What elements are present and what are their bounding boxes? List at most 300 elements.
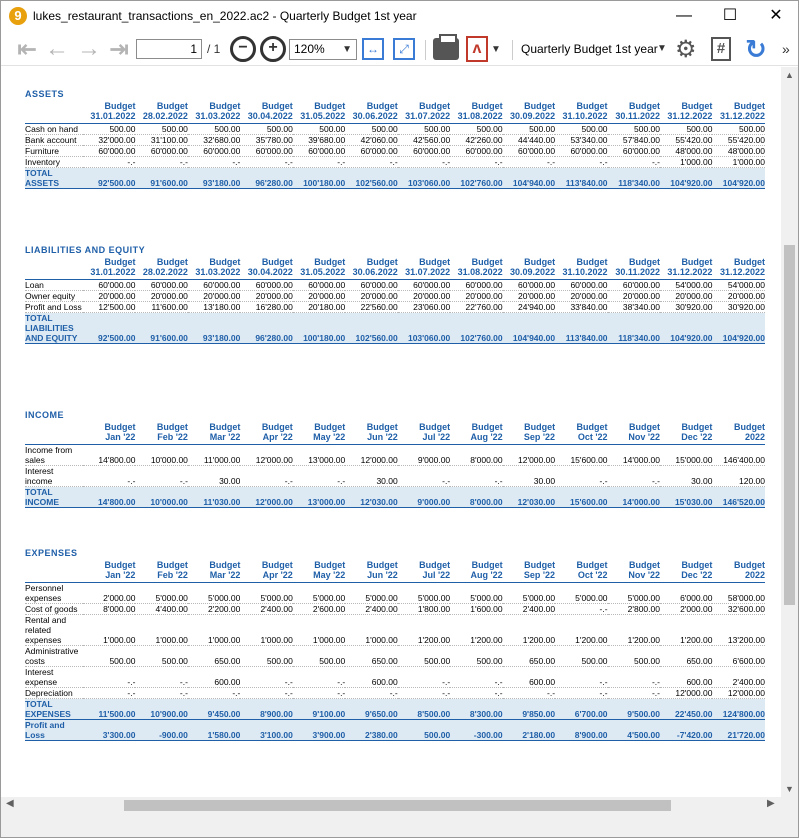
column-header-line1: Budget: [419, 422, 451, 432]
value-cell: 102'760.00: [450, 313, 502, 344]
column-header-line1: Budget: [628, 422, 660, 432]
column-header: [293, 560, 345, 583]
value-cell: 500.00: [712, 124, 765, 135]
column-header-line2: Sep '22: [523, 570, 556, 580]
table-row: [25, 667, 765, 688]
value-cell: 58'000.00: [712, 583, 765, 604]
column-header-line1: Budget: [524, 560, 556, 570]
value-cell: 55'420.00: [660, 135, 712, 146]
section-title: INCOME: [25, 410, 64, 420]
report-selector[interactable]: Quarterly Budget 1st year: [521, 42, 658, 56]
column-header: [712, 560, 765, 583]
column-header: [188, 422, 240, 445]
value-cell: -.-: [555, 604, 607, 615]
value-cell: -.-: [293, 157, 345, 168]
value-cell: -.-: [293, 466, 345, 487]
table-row: [25, 604, 765, 615]
value-cell: 102'560.00: [345, 168, 397, 189]
value-cell: 12'500.00: [83, 302, 135, 313]
value-cell: -.-: [240, 667, 292, 688]
value-cell: 23'060.00: [398, 302, 450, 313]
column-header: [240, 257, 292, 280]
value-cell: 15'600.00: [555, 445, 607, 466]
value-cell: 54'000.00: [660, 280, 712, 291]
value-cell: 30.00: [345, 466, 397, 487]
column-header-line1: Budget: [314, 560, 346, 570]
row-label: Loan: [25, 280, 83, 291]
total-row: [25, 168, 765, 189]
column-header-line1: Budget: [156, 101, 188, 111]
column-header: [345, 422, 397, 445]
column-header-line2: Mar '22: [209, 432, 241, 442]
value-cell: 5'000.00: [503, 583, 555, 604]
column-header-line2: 31.10.2022: [562, 267, 608, 277]
income-section: [25, 410, 765, 508]
value-cell: 1'000.00: [345, 615, 397, 646]
column-header-line2: 31.12.2022: [719, 267, 765, 277]
value-cell: 22'760.00: [450, 302, 502, 313]
section-title: LIABILITIES AND EQUITY: [25, 245, 146, 255]
value-cell: -.-: [83, 688, 135, 699]
page-total-label: / 1: [207, 42, 221, 56]
total-row: [25, 699, 765, 720]
column-header-line2: Mar '22: [209, 570, 241, 580]
column-header-line1: Budget: [576, 257, 608, 267]
value-cell: 500.00: [240, 124, 292, 135]
value-cell: 5'000.00: [135, 583, 187, 604]
pdf-icon: ᴧ: [466, 36, 488, 62]
value-cell: 30.00: [660, 466, 712, 487]
value-cell: 100'180.00: [293, 313, 345, 344]
column-header-line2: Jul '22: [422, 570, 451, 580]
value-cell: 500.00: [83, 124, 135, 135]
value-cell: 60'000.00: [135, 280, 187, 291]
value-cell: 102'760.00: [450, 168, 502, 189]
next-page-icon[interactable]: →: [77, 35, 101, 62]
value-cell: -.-: [398, 688, 450, 699]
zoom-out-button[interactable]: [230, 36, 256, 62]
print-button[interactable]: [433, 36, 459, 62]
value-cell: 60'000.00: [293, 280, 345, 291]
close-button[interactable]: ✕: [769, 7, 783, 24]
row-label: Bank account: [25, 135, 83, 146]
column-header: [503, 560, 555, 583]
value-cell: 118'340.00: [608, 313, 660, 344]
column-header-line2: 31.12.2022: [667, 111, 713, 121]
export-menu-chevron-icon[interactable]: ▼: [491, 43, 501, 55]
page-number-input[interactable]: 1: [136, 39, 202, 59]
value-cell: 6'000.00: [660, 583, 712, 604]
column-header-line1: Budget: [104, 101, 136, 111]
value-cell: 44'440.00: [503, 135, 555, 146]
vertical-scrollbar[interactable]: [781, 67, 798, 797]
value-cell: 500.00: [135, 124, 187, 135]
value-cell: -.-: [450, 466, 502, 487]
value-cell: -.-: [345, 157, 397, 168]
value-cell: 60'000.00: [240, 146, 292, 157]
column-header-line1: Budget: [576, 560, 608, 570]
column-header-line1: Budget: [681, 257, 713, 267]
value-cell: 113'840.00: [555, 313, 607, 344]
value-cell: 30'920.00: [660, 302, 712, 313]
value-cell: 11'000.00: [188, 445, 240, 466]
value-cell: 124'800.00: [712, 699, 765, 720]
column-header-line1: Budget: [734, 257, 765, 267]
value-cell: 60'000.00: [240, 280, 292, 291]
row-label: Cost of goods: [25, 604, 83, 615]
value-cell: 500.00: [450, 646, 502, 667]
value-cell: 9'000.00: [398, 445, 450, 466]
value-cell: 500.00: [83, 646, 135, 667]
column-header-line2: 31.08.2022: [457, 111, 503, 121]
column-header-line2: 31.01.2022: [90, 267, 136, 277]
column-header-line2: Jul '22: [422, 432, 451, 442]
value-cell: 2'200.00: [188, 604, 240, 615]
scroll-right-icon[interactable]: ▶: [767, 798, 775, 809]
table-row: [25, 615, 765, 646]
column-header-line2: Aug '22: [470, 570, 503, 580]
previous-page-icon[interactable]: ←: [45, 35, 69, 62]
row-label: Personnel expenses: [25, 583, 83, 604]
column-header: [660, 422, 712, 445]
value-cell: -.-: [398, 667, 450, 688]
value-cell: -.-: [398, 466, 450, 487]
value-cell: 15'000.00: [660, 445, 712, 466]
column-header-line2: 30.09.2022: [510, 111, 556, 121]
table-row: [25, 302, 765, 313]
maximize-button[interactable]: ☐: [722, 7, 738, 24]
value-cell: -.-: [608, 466, 660, 487]
value-cell: 20'000.00: [240, 291, 292, 302]
value-cell: 32'600.00: [712, 604, 765, 615]
value-cell: 11'600.00: [135, 302, 187, 313]
value-cell: -.-: [555, 157, 607, 168]
row-label: Income from sales: [25, 445, 83, 466]
value-cell: 2'400.00: [345, 604, 397, 615]
column-header-line2: 31.12.2022: [667, 267, 713, 277]
value-cell: 60'000.00: [608, 280, 660, 291]
value-cell: 2'380.00: [345, 720, 397, 741]
value-cell: -.-: [240, 157, 292, 168]
column-header: [83, 101, 135, 124]
window-title: lukes_restaurant_transactions_en_2022.ac2 - Quarterly Budget 1st year: [33, 9, 417, 23]
column-header: [293, 101, 345, 124]
row-label: Rental and related expenses: [25, 615, 83, 646]
banana-app-icon: 9: [9, 7, 27, 25]
column-header: [398, 257, 450, 280]
zoom-select[interactable]: [289, 39, 357, 60]
column-header: [555, 257, 607, 280]
value-cell: 500.00: [660, 124, 712, 135]
value-cell: 60'000.00: [135, 146, 187, 157]
value-cell: 1'000.00: [83, 615, 135, 646]
value-cell: 500.00: [555, 646, 607, 667]
header-cell: [25, 101, 83, 124]
value-cell: 500.00: [240, 646, 292, 667]
chevron-down-icon[interactable]: ▼: [657, 43, 667, 54]
fit-page-button[interactable]: [393, 36, 415, 62]
value-cell: 104'940.00: [503, 168, 555, 189]
row-label: TOTAL LIABILITIES AND EQUITY: [25, 313, 83, 344]
value-cell: -.-: [83, 157, 135, 168]
value-cell: 8'900.00: [240, 699, 292, 720]
value-cell: -300.00: [450, 720, 502, 741]
value-cell: -.-: [83, 466, 135, 487]
value-cell: 2'000.00: [83, 583, 135, 604]
value-cell: 5'000.00: [450, 583, 502, 604]
row-label: TOTAL INCOME: [25, 487, 83, 508]
value-cell: 53'340.00: [555, 135, 607, 146]
value-cell: 1'200.00: [608, 615, 660, 646]
value-cell: 14'800.00: [83, 445, 135, 466]
column-header: [240, 560, 292, 583]
column-header-line2: May '22: [313, 570, 346, 580]
value-cell: 2'400.00: [240, 604, 292, 615]
toolbar: [1, 32, 798, 66]
value-cell: 60'000.00: [398, 146, 450, 157]
value-cell: 31'100.00: [135, 135, 187, 146]
value-cell: 16'280.00: [240, 302, 292, 313]
column-header-line2: 31.03.2022: [195, 267, 241, 277]
column-header-line2: Apr '22: [262, 570, 293, 580]
value-cell: 93'180.00: [188, 313, 240, 344]
value-cell: 5'000.00: [240, 583, 292, 604]
value-cell: 600.00: [345, 667, 397, 688]
column-header-line1: Budget: [471, 422, 503, 432]
value-cell: 100'180.00: [293, 168, 345, 189]
value-cell: 500.00: [398, 646, 450, 667]
value-cell: 20'000.00: [188, 291, 240, 302]
value-cell: 1'000.00: [240, 615, 292, 646]
expenses-table: [25, 560, 765, 741]
column-header-line1: Budget: [734, 422, 765, 432]
refresh-icon[interactable]: ↻: [745, 33, 767, 64]
column-header-line1: Budget: [524, 257, 556, 267]
column-header: [83, 422, 135, 445]
column-header: [135, 560, 187, 583]
value-cell: 38'340.00: [608, 302, 660, 313]
column-header-line1: Budget: [681, 560, 713, 570]
value-cell: 22'450.00: [660, 699, 712, 720]
column-header-line2: 30.06.2022: [352, 111, 398, 121]
value-cell: 102'560.00: [345, 313, 397, 344]
value-cell: 9'850.00: [503, 699, 555, 720]
column-header-line2: May '22: [313, 432, 346, 442]
value-cell: 91'600.00: [135, 313, 187, 344]
value-cell: 30.00: [503, 466, 555, 487]
fit-width-button[interactable]: [362, 36, 384, 62]
value-cell: 1'000.00: [293, 615, 345, 646]
row-label: Profit and Loss: [25, 720, 83, 741]
value-cell: 20'000.00: [555, 291, 607, 302]
value-cell: 5'000.00: [555, 583, 607, 604]
column-header: [188, 257, 240, 280]
income-table: [25, 422, 765, 508]
value-cell: 650.00: [188, 646, 240, 667]
scroll-down-icon[interactable]: ▼: [785, 784, 794, 794]
value-cell: 650.00: [345, 646, 397, 667]
value-cell: 104'920.00: [660, 313, 712, 344]
value-cell: 20'000.00: [712, 291, 765, 302]
header-row: [25, 257, 765, 280]
value-cell: 1'200.00: [503, 615, 555, 646]
value-cell: 8'000.00: [83, 604, 135, 615]
value-cell: 39'680.00: [293, 135, 345, 146]
table-row: [25, 157, 765, 168]
toolbar-separator: [512, 40, 513, 60]
value-cell: -.-: [293, 667, 345, 688]
value-cell: 96'280.00: [240, 168, 292, 189]
horizontal-scrollbar[interactable]: [1, 797, 781, 814]
column-header-line2: 30.11.2022: [615, 111, 660, 121]
column-header-line2: Apr '22: [262, 432, 293, 442]
scrollbar-corner: [781, 797, 798, 814]
row-label: TOTAL EXPENSES: [25, 699, 83, 720]
liabilities-section: [25, 245, 765, 344]
column-header-line1: Budget: [104, 422, 136, 432]
column-header: [660, 101, 712, 124]
value-cell: 54'000.00: [712, 280, 765, 291]
column-header-line2: 31.10.2022: [562, 111, 608, 121]
column-header: [503, 101, 555, 124]
value-cell: 5'000.00: [345, 583, 397, 604]
value-cell: 103'060.00: [398, 168, 450, 189]
value-cell: 4'500.00: [608, 720, 660, 741]
value-cell: 600.00: [188, 667, 240, 688]
value-cell: -7'420.00: [660, 720, 712, 741]
column-header: [608, 257, 660, 280]
value-cell: 500.00: [398, 124, 450, 135]
value-cell: 120.00: [712, 466, 765, 487]
expenses-section: [25, 548, 765, 741]
column-header-line1: Budget: [576, 101, 608, 111]
column-header: [398, 422, 450, 445]
column-header-line1: Budget: [524, 101, 556, 111]
column-header: [188, 101, 240, 124]
value-cell: 1'000.00: [135, 615, 187, 646]
column-header-line1: Budget: [471, 101, 503, 111]
vertical-scroll-thumb[interactable]: [784, 245, 795, 605]
table-row: [25, 146, 765, 157]
column-header-line2: 2022: [744, 432, 765, 442]
value-cell: 12'030.00: [345, 487, 397, 508]
header-row: [25, 422, 765, 445]
value-cell: 32'000.00: [83, 135, 135, 146]
fit-page-icon: ⤢: [393, 38, 415, 60]
minimize-button[interactable]: —: [676, 7, 692, 24]
settings-number-button[interactable]: [711, 36, 731, 62]
fit-width-icon: ↔: [362, 38, 384, 60]
value-cell: 1'200.00: [398, 615, 450, 646]
value-cell: 2'400.00: [712, 667, 765, 688]
last-page-icon[interactable]: ⇥: [108, 35, 130, 63]
column-header: [345, 257, 397, 280]
value-cell: 12'030.00: [503, 487, 555, 508]
value-cell: 13'200.00: [712, 615, 765, 646]
toolbar-overflow-button[interactable]: »: [782, 41, 790, 57]
column-header-line1: Budget: [156, 257, 188, 267]
column-header-line2: 31.08.2022: [457, 267, 503, 277]
scroll-up-icon[interactable]: ▲: [785, 70, 794, 80]
value-cell: -.-: [293, 688, 345, 699]
value-cell: 500.00: [608, 124, 660, 135]
column-header: [712, 422, 765, 445]
table-row: [25, 135, 765, 146]
value-cell: 9'500.00: [608, 699, 660, 720]
first-page-icon[interactable]: ⇤: [16, 35, 38, 63]
value-cell: 48'000.00: [712, 146, 765, 157]
value-cell: 13'000.00: [293, 445, 345, 466]
value-cell: 12'000.00: [345, 445, 397, 466]
value-cell: 146'520.00: [712, 487, 765, 508]
column-header-line1: Budget: [734, 101, 765, 111]
header-cell: [25, 560, 83, 583]
value-cell: 500.00: [555, 124, 607, 135]
value-cell: 500.00: [398, 720, 450, 741]
value-cell: 30.00: [188, 466, 240, 487]
value-cell: 1'200.00: [555, 615, 607, 646]
value-cell: -.-: [503, 157, 555, 168]
column-header: [555, 560, 607, 583]
value-cell: 20'000.00: [293, 291, 345, 302]
value-cell: -.-: [503, 688, 555, 699]
column-header-line2: Nov '22: [628, 570, 660, 580]
value-cell: 60'000.00: [398, 280, 450, 291]
liabilities-table: [25, 257, 765, 344]
value-cell: 3'300.00: [83, 720, 135, 741]
column-header: [135, 257, 187, 280]
value-cell: 12'000.00: [240, 445, 292, 466]
value-cell: 500.00: [503, 124, 555, 135]
value-cell: 92'500.00: [83, 168, 135, 189]
value-cell: 1'800.00: [398, 604, 450, 615]
row-label: Inventory: [25, 157, 83, 168]
value-cell: 14'000.00: [608, 445, 660, 466]
value-cell: 4'400.00: [135, 604, 187, 615]
toolbar-separator: [425, 40, 426, 60]
value-cell: -.-: [188, 688, 240, 699]
printer-icon: [433, 38, 459, 60]
column-header-line1: Budget: [681, 101, 713, 111]
value-cell: 1'000.00: [712, 157, 765, 168]
zoom-in-button[interactable]: [260, 36, 286, 62]
gear-icon[interactable]: ⚙: [675, 35, 697, 63]
column-header-line1: Budget: [314, 257, 346, 267]
column-header-line1: Budget: [419, 101, 451, 111]
value-cell: 11'030.00: [188, 487, 240, 508]
horizontal-scroll-thumb[interactable]: [124, 800, 671, 811]
column-header-line1: Budget: [628, 257, 660, 267]
value-cell: 500.00: [345, 124, 397, 135]
column-header: [555, 101, 607, 124]
scroll-left-icon[interactable]: ◀: [6, 798, 14, 809]
column-header-line1: Budget: [261, 422, 293, 432]
column-header: [608, 422, 660, 445]
value-cell: 650.00: [660, 646, 712, 667]
column-header-line2: Jun '22: [367, 432, 398, 442]
column-header-line1: Budget: [628, 101, 660, 111]
export-pdf-button[interactable]: [466, 36, 488, 62]
column-header: [608, 560, 660, 583]
zoom-in-icon: +: [260, 36, 286, 62]
row-label: Depreciation: [25, 688, 83, 699]
value-cell: -.-: [450, 157, 502, 168]
row-label: Interest expense: [25, 667, 83, 688]
value-cell: 92'500.00: [83, 313, 135, 344]
section-title: ASSETS: [25, 89, 65, 99]
value-cell: 500.00: [293, 124, 345, 135]
column-header-line1: Budget: [209, 101, 241, 111]
